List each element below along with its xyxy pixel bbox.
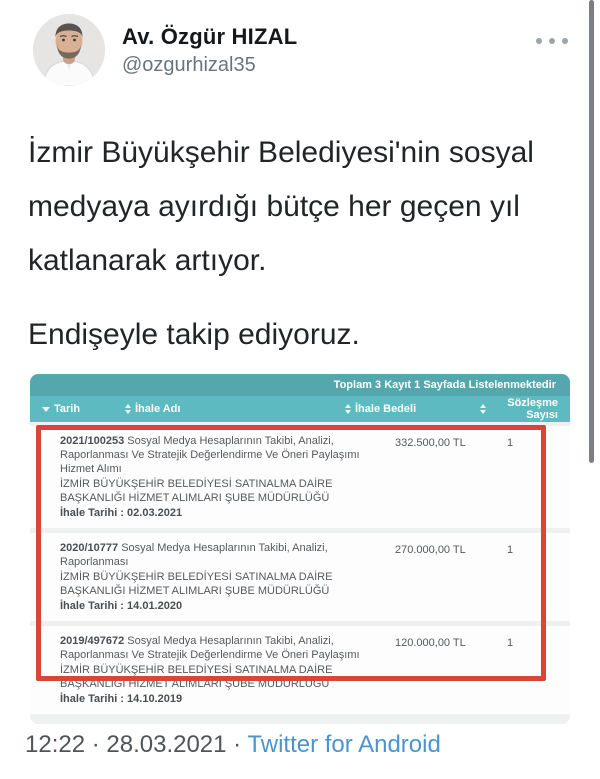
table-column-header-row	[30, 396, 570, 422]
tweet-meta	[25, 731, 441, 759]
contract-count: 1	[506, 544, 514, 556]
table-row	[30, 626, 570, 714]
sort-both-icon	[125, 404, 131, 414]
tweet-source-link[interactable]: Twitter for Android	[247, 731, 441, 758]
column-header-tarih: Tarih	[30, 403, 115, 415]
tender-amount: 332.500,00 TL	[395, 437, 466, 449]
tender-title: 2021/100253 Sosyal Medya Hesaplarının Takibi, Analizi, Raporlanması Ve Stratejik Değerlendirme Ve Öneri Paylaşımı Hizmet Alımı	[60, 435, 360, 475]
tender-date: İhale Tarihi : 14.10.2019	[60, 693, 183, 705]
tender-amount: 120.000,00 TL	[395, 637, 466, 649]
tender-id: 2021/100253	[60, 435, 125, 447]
contract-count: 1	[506, 437, 514, 449]
tender-id: 2020/10777	[60, 542, 119, 554]
tweet-timestamp: 12:22 · 28.03.2021 ·	[25, 731, 242, 758]
avatar-portrait-illustration	[33, 14, 105, 86]
sort-both-icon	[345, 404, 351, 414]
tender-org: İZMİR BÜYÜKŞEHİR BELEDİYESİ SATINALMA DAİRE BAŞKANLIĞI HİZMET ALIMLARI ŞUBE MÜDÜRLÜĞÜ	[60, 478, 333, 504]
vertical-scrollbar[interactable]	[589, 0, 594, 463]
tweet-text	[28, 126, 548, 362]
column-header-ihale-bedeli: İhale Bedeli	[345, 403, 480, 415]
tender-date: İhale Tarihi : 02.03.2021	[60, 507, 183, 519]
table-row	[30, 533, 570, 621]
attached-image-tender-table[interactable]	[30, 374, 570, 724]
sort-desc-icon	[42, 407, 50, 412]
contract-count: 1	[506, 637, 514, 649]
author-name[interactable]: Av. Özgür HIZAL	[122, 24, 298, 49]
tweet-paragraph-1: İzmir Büyükşehir Belediyesi'nin sosyal medyaya ayırdığı bütçe her geçen yıl katlanarak artıyor.	[28, 136, 534, 277]
tender-amount: 270.000,00 TL	[395, 544, 466, 556]
avatar[interactable]	[33, 14, 105, 86]
tender-org: İZMİR BÜYÜKŞEHİR BELEDİYESİ SATINALMA DAİRE BAŞKANLIĞI HİZMET ALIMLARI ŞUBE MÜDÜRLÜĞÜ	[60, 664, 333, 690]
more-options-icon[interactable]	[532, 34, 572, 48]
table-row	[30, 426, 570, 528]
tender-title: 2019/497672 Sosyal Medya Hesaplarının Takibi, Analizi, Raporlanması Ve Stratejik Değerlendirme Ve Öneri Paylaşımı	[60, 635, 360, 661]
tender-title: 2020/10777 Sosyal Medya Hesaplarının Takibi, Analizi, Raporlanması	[60, 542, 328, 568]
table-summary-bar: Toplam 3 Kayıt 1 Sayfada Listelenmektedir	[30, 374, 570, 396]
tender-org: İZMİR BÜYÜKŞEHİR BELEDİYESİ SATINALMA DAİRE BAŞKANLIĞI HİZMET ALIMLARI ŞUBE MÜDÜRLÜĞÜ	[60, 571, 333, 597]
tender-date: İhale Tarihi : 14.01.2020	[60, 600, 183, 612]
tweet-paragraph-2: Endişeyle takip ediyoruz.	[28, 318, 360, 351]
author-handle[interactable]: @ozgurhizal35	[122, 54, 256, 76]
sort-both-icon	[480, 404, 486, 414]
column-header-sozlesme-sayisi: Sözleşme Sayısı	[480, 397, 570, 421]
tender-table-card	[30, 374, 570, 724]
column-header-ihale-adi: İhale Adı	[115, 403, 345, 415]
tender-id: 2019/497672	[60, 635, 125, 647]
